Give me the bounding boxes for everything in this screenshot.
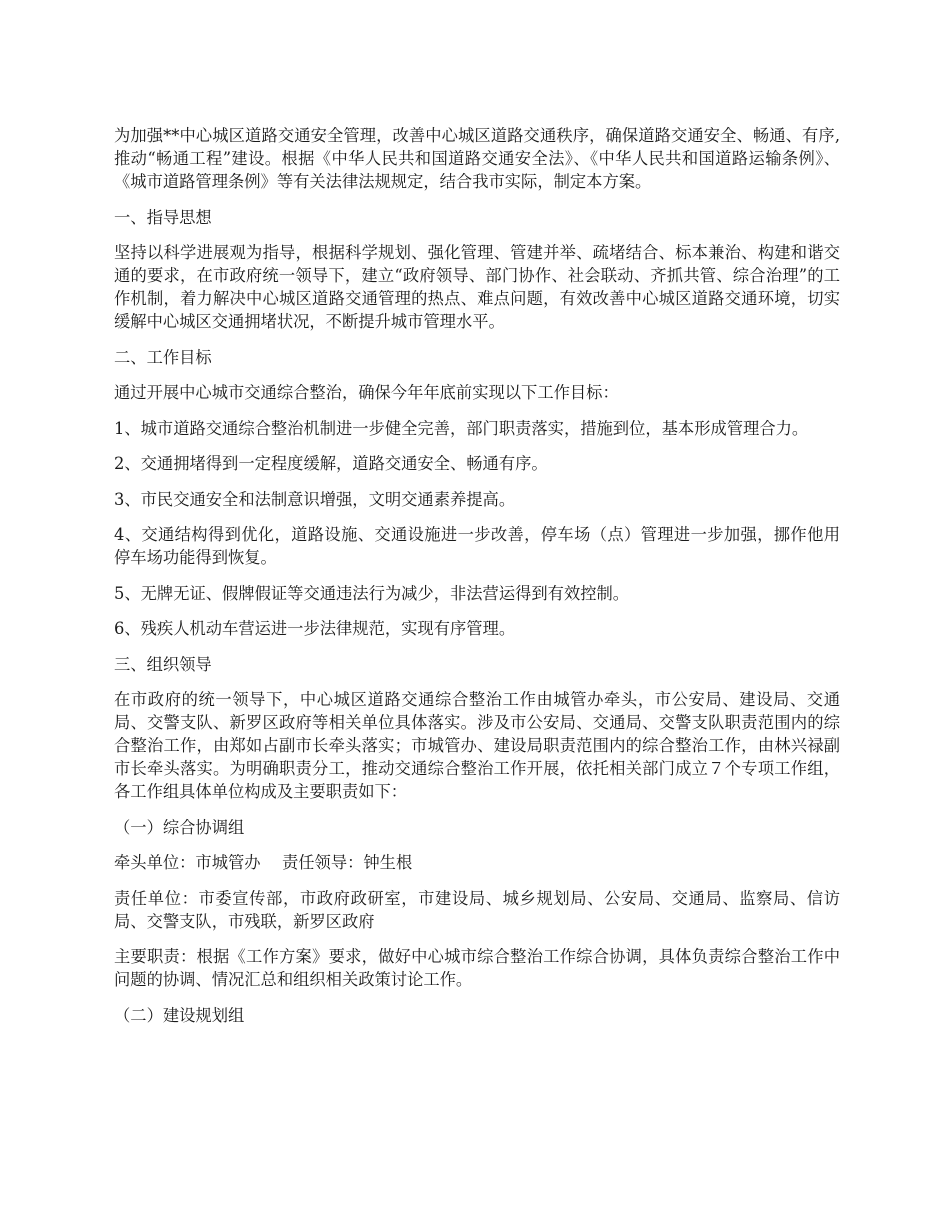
section-heading-work-goals: 二、工作目标	[114, 347, 212, 367]
work-goals-intro: 通过开展中心城市交通综合整治，确保今年年底前实现以下工作目标：	[114, 383, 619, 402]
subsection-heading-planning-group: （二）建设规划组	[114, 1005, 245, 1025]
guiding-ideology-paragraph: 坚持以科学进展观为指导，根据科学规划、强化管理、管建并举、疏堵结合、标本兼治、构建和谐交通的要求，在市政府统一领导下，建立“政府领导、部门协作、社会联动、齐抓共管、综合治理”的工作机制，着力解决中心城区道路交通管理的热点、难点问题，有效改善中心城区道路交通环境，切实缓解中心城区交通拥堵状况，不断提升城市管理水平。	[114, 243, 840, 331]
section-heading-organization: 三、组织领导	[114, 654, 212, 674]
document-body	[114, 124, 840, 1039]
section-heading-guiding-ideology: 一、指导思想	[114, 207, 212, 227]
subsection-heading-coordination-group: （一）综合协调组	[114, 817, 245, 837]
goal-item-3: 3、市民交通安全和法制意识增强，文明交通素养提高。	[114, 489, 516, 509]
goal-item-6: 6、残疾人机动车营运进一步法律规范，实现有序管理。	[114, 619, 516, 638]
main-duties-paragraph: 主要职责：根据《工作方案》要求，做好中心城市综合整治工作综合协调，具体负责综合整治工作中问题的协调、情况汇总和组织相关政策讨论工作。	[114, 947, 840, 989]
goal-item-5: 5、无牌无证、假牌假证等交通违法行为减少，非法营运得到有效控制。	[114, 583, 630, 603]
intro-paragraph: 为加强**中心城区道路交通安全管理，改善中心城区道路交通秩序，确保道路交通安全、畅通、有序,推动“畅通工程”建设。根据《中华人民共和国道路交通安全法》、《中华人民共和国道路运输条例》、《城市道路管理条例》等有关法律法规规定，结合我市实际，制定本方案。	[114, 126, 840, 191]
goal-item-1: 1、城市道路交通综合整治机制进一步健全完善，部门职责落实，措施到位，基本形成管理合力。	[114, 418, 809, 438]
goal-item-2: 2、交通拥堵得到一定程度缓解，道路交通安全、畅通有序。	[114, 454, 548, 473]
organization-paragraph: 在市政府的统一领导下，中心城区道路交通综合整治工作由城管办牵头，市公安局、建设局、交通局、交警支队、新罗区政府等相关单位具体落实。涉及市公安局、交通局、交警支队职责范围内的综合整治工作，由郑如占副市长牵头落实；市城管办、建设局职责范围内的综合整治工作，由林兴禄副市长牵头落实。为明确职责分工，推动交通综合整治工作开展，依托相关部门成立７个专项工作组，各工作组具体单位构成及主要职责如下：	[114, 690, 840, 801]
goal-item-4: 4、交通结构得到优化，道路设施、交通设施进一步改善，停车场（点）管理进一步加强，挪作他用停车场功能得到恢复。	[114, 525, 840, 567]
lead-unit-line: 牵头单位：市城管办 责任领导：钟生根	[114, 853, 413, 872]
responsible-units-paragraph: 责任单位：市委宣传部，市政府政研室，市建设局、城乡规划局、公安局、交通局、监察局、信访局、交警支队，市残联，新罗区政府	[114, 888, 840, 931]
